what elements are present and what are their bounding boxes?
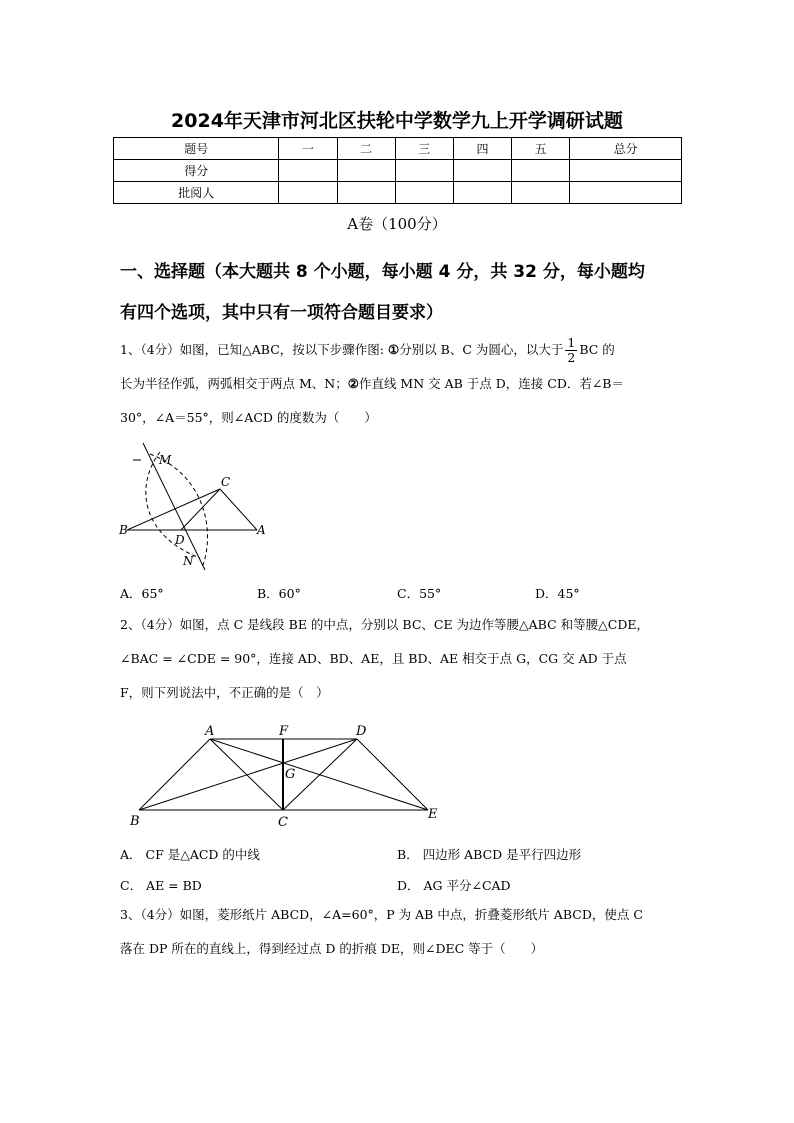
q1-step1-text: 分别以 B、C 为圆心，以大于 [399,342,564,357]
grader-row [114,182,682,204]
q1-option-d[interactable]: D．45° [535,586,580,601]
q2-option-b[interactable]: B． 四边形 ABCD 是平行四边形 [397,847,582,862]
q1-option-c[interactable]: C．55° [397,586,442,601]
q1-line2 [120,367,682,401]
header-cell: 三 [395,138,453,160]
q2-option-a[interactable]: A． CF 是△ACD 的中线 [120,847,260,862]
row-label: 得分 [114,160,279,182]
fraction-denominator: 2 [567,350,576,365]
label-a: A [205,724,215,739]
q1-line2-text: 长为半径作弧，两弧相交于两点 M、N； [120,376,348,391]
header-cell: 四 [453,138,511,160]
part-one-heading [120,252,680,334]
header-cell: 总分 [570,138,682,160]
q1-text2: BC 的 [579,342,615,357]
label-d: D [356,724,367,739]
grader-cell[interactable] [279,182,337,204]
question-1 [120,333,682,435]
row-label: 批阅人 [114,182,279,204]
line-mn [143,443,205,570]
segment-ae [210,739,428,810]
grader-cell[interactable] [453,182,511,204]
grader-cell[interactable] [395,182,453,204]
grader-cell[interactable] [570,182,682,204]
segment-ab [139,739,210,810]
q1-line3: 30°，∠A＝55°，则∠ACD 的度数为（ ） [120,410,377,425]
segment-cd [181,489,220,530]
q1-option-b[interactable]: B．60° [257,586,301,601]
page-title: 2024年天津市河北区扶轮中学数学九上开学调研试题 [171,110,623,132]
label-m: M [159,453,172,467]
q2-option-d[interactable]: D． AG 平分∠CAD [397,878,511,893]
label-e: E [428,807,438,822]
question-2 [120,608,682,710]
q2-option-c[interactable]: C． AE = BD [120,878,202,893]
label-a: A [257,523,266,537]
step1-mark: ① [387,342,400,357]
arc-dashed-right [150,454,208,565]
fraction-numerator: 1 [567,335,576,350]
score-cell[interactable] [570,160,682,182]
score-cell[interactable] [337,160,395,182]
score-cell[interactable] [453,160,511,182]
score-cell[interactable] [395,160,453,182]
part-one-line2: 有四个选项，其中只有一项符合题目要求） [120,303,443,323]
segment-bd [139,739,357,810]
q3-line1: 3、（4分）如图，菱形纸片 ABCD，∠A=60°，P 为 AB 中点，折叠菱形纸片 ABCD，使点 C [120,907,643,922]
question-3 [120,898,682,966]
score-cell[interactable] [512,160,570,182]
score-cell[interactable] [279,160,337,182]
q1-figure [115,440,275,575]
grader-cell[interactable] [337,182,395,204]
header-cell: 一 [279,138,337,160]
label-b: B [119,523,128,537]
segment-bc [127,489,220,530]
step2-mark: ② [347,376,359,391]
label-c: C [221,475,231,489]
section-heading: A卷（100分） [347,215,447,233]
header-cell: 题号 [114,138,279,160]
label-b: B [130,814,140,829]
q2-figure [125,722,445,832]
label-n: N [183,554,194,568]
fraction-half [565,336,577,365]
label-c: C [278,815,288,830]
q3-line2: 落在 DP 所在的直线上，得到经过点 D 的折痕 DE，则∠DEC 等于（ ） [120,941,544,956]
header-cell: 二 [337,138,395,160]
grader-cell[interactable] [512,182,570,204]
q2-line1: 2、（4分）如图，点 C 是线段 BE 的中点，分别以 BC、CE 为边作等腰△ABC 和等腰△CDE， [120,617,649,632]
q1-line1 [120,333,682,367]
label-g: G [285,767,296,782]
q1-option-a[interactable]: A．65° [120,586,164,601]
score-row [114,160,682,182]
header-cell: 五 [512,138,570,160]
q1-line2b-text: 作直线 MN 交 AB 于点 D，连接 CD．若∠B＝ [358,376,624,391]
score-table [113,137,682,204]
segment-ca [220,489,257,530]
label-f: F [279,724,289,739]
q1-prefix: 1、（4分）如图，已知△ABC，按以下步骤作图: [120,342,388,357]
label-d: D [175,533,185,547]
q2-line3: F，则下列说法中，不正确的是（ ） [120,685,329,700]
segment-de [357,739,428,810]
q2-line2: ∠BAC = ∠CDE = 90°，连接 AD、BD、AE，且 BD、AE 相交于点 G，CG 交 AD 于点 [120,651,627,666]
score-table-header [114,138,682,160]
part-one-line1: 一、选择题（本大题共 8 个小题，每小题 4 分，共 32 分，每小题均 [120,262,645,282]
